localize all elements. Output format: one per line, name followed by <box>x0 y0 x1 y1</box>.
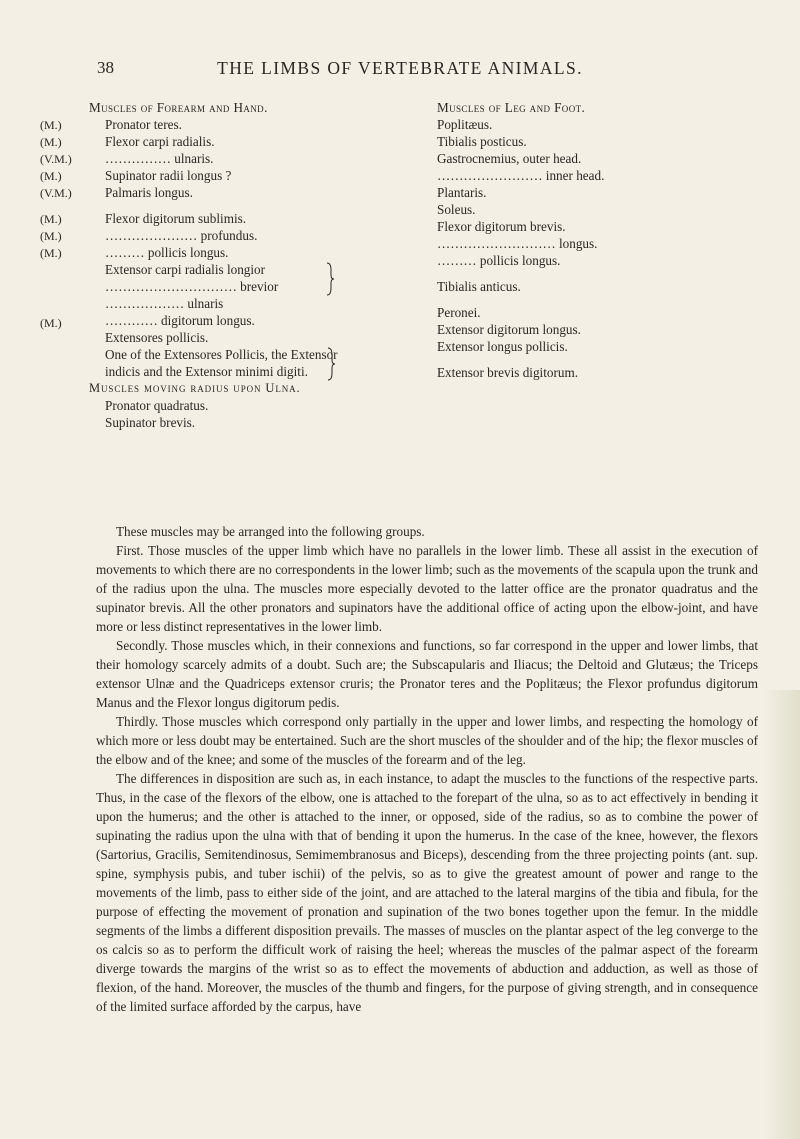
margin-label: (V.M.) <box>40 186 72 200</box>
column-heading: Muscles of Leg and Foot. <box>437 100 586 115</box>
margin-label: (M.) <box>40 118 62 132</box>
muscle-line: Flexor digitorum brevis. <box>437 219 566 234</box>
muscle-line: Poplitæus. <box>437 117 493 132</box>
muscle-line: Soleus. <box>437 202 476 217</box>
muscle-line: Tibialis posticus. <box>437 134 527 149</box>
leg-foot-column <box>437 99 767 381</box>
muscle-line: …………… ulnaris. <box>105 151 214 166</box>
paragraph: Thirdly. Those muscles which correspond only partially in the upper and lower limbs, and respecting the homology of which more or less doubt may be entertained. Such are the short muscles of the shoulder and of the hip; the flexor muscles of the elbow and of the knee; and some of the muscles of the forearm and of the leg. <box>96 714 758 767</box>
muscle-line: One of the Extensores Pollicis, the Extensor <box>105 347 338 362</box>
column-heading: Muscles of Forearm and Hand. <box>89 100 268 115</box>
margin-label: (M.) <box>40 212 62 226</box>
page-edge-shading <box>764 690 800 1139</box>
muscle-line: Pronator teres. <box>105 117 182 132</box>
muscle-line: Supinator brevis. <box>105 415 196 430</box>
muscle-line: ………………… profundus. <box>105 228 258 243</box>
margin-label: (M.) <box>40 135 62 149</box>
muscle-line: indicis and the Extensor minimi digiti. <box>105 364 308 379</box>
running-title: THE LIMBS OF VERTEBRATE ANIMALS. <box>217 58 583 78</box>
muscle-line: Pronator quadratus. <box>105 398 209 413</box>
muscle-line: ……………………… longus. <box>437 236 598 251</box>
paragraph: Secondly. Those muscles which, in their connexions and functions, so far correspond in the upper and lower limbs, that their homology scarcely admits of a doubt. Such are; the Subscapularis and Iliacus; the Deltoid and Glutæus; the Triceps extensor Ulnæ and the Quadriceps extensor cruris; the Pronator teres and the Poplitæus; the Flexor profundus digitorum Manus and the Flexor longus digitorum pedis. <box>96 638 758 710</box>
muscle-line: Tibialis anticus. <box>437 279 521 294</box>
margin-label: (M.) <box>40 246 62 260</box>
muscle-line: Extensor longus pollicis. <box>437 339 568 354</box>
muscle-line: ………… digitorum longus. <box>105 313 255 328</box>
muscle-line: Plantaris. <box>437 185 487 200</box>
margin-label: (M.) <box>40 229 62 243</box>
muscle-line: ……………… ulnaris <box>105 296 224 311</box>
muscle-line: ………………………… brevior <box>105 279 279 294</box>
margin-label: (M.) <box>40 169 62 183</box>
muscle-line: Extensor brevis digitorum. <box>437 365 579 380</box>
brace-icon <box>326 347 336 381</box>
paragraph: The differences in disposition are such as, in each instance, to adapt the muscles to the functions of the respective parts. Thus, in the case of the flexors of the elbow, one is attached to the forepart of the ulna, so as to act effectively in bending it upon the humerus; and the other is attached to the inner, or opposed, side of the radius, so as to combine the power of supinating the radius upon the ulna with that of bending it upon the humerus. In the case of the knee, however, the flexors (Sartorius, Gracilis, Semitendinosus, Semimembranosus and Biceps), descending from the three projecting points (ant. sup. spine, symphysis pubis, and tuber ischii) of the pelvis, so as to give the greatest amount of power and range to the movements of the limb, pass to either side of the joint, and are attached to the lateral margins of the tibia and fibula, for the purpose of effecting the movement of pronation and supination of the two bones together upon the femur. In the middle segments of the limbs a different disposition prevails. The masses of muscles on the plantar aspect of the leg converge to the os calcis so as to perform the difficult work of raising the heel; whereas the muscles of the palmar aspect of the forearm diverge towards the margins of the wrist so as to effect the movements of abduction and adduction, as well as those of flexion, of the hand. Moreover, the muscles of the thumb and fingers, for the purpose of giving strength, and in consequence of the limited surface afforded by the carpus, have <box>96 771 758 1014</box>
page-number: 38 <box>97 58 114 77</box>
muscle-line: Flexor carpi radialis. <box>105 134 215 149</box>
subheading: Muscles moving radius upon Ulna. <box>89 381 301 395</box>
muscle-line: ……… pollicis longus. <box>437 253 561 268</box>
muscle-line: Extensores pollicis. <box>105 330 209 345</box>
muscle-line: Extensor carpi radialis longior <box>105 262 266 277</box>
muscle-line: …………………… inner head. <box>437 168 605 183</box>
margin-label: (M.) <box>40 316 62 330</box>
brace-icon <box>325 262 335 296</box>
muscle-line: Palmaris longus. <box>105 185 193 200</box>
muscle-line: ……… pollicis longus. <box>105 245 229 260</box>
forearm-hand-column <box>89 99 419 431</box>
muscle-line: Gastrocnemius, outer head. <box>437 151 582 166</box>
paragraph: These muscles may be arranged into the following groups. <box>116 524 425 539</box>
muscle-line: Extensor digitorum longus. <box>437 322 581 337</box>
paragraph: First. Those muscles of the upper limb which have no parallels in the lower limb. These all assist in the execution of movements to which there are no correspondents in the lower limb; such as the movements of the scapula upon the trunk and of the radius upon the ulna. The muscles more especially devoted to the latter office are the pronator quadratus and the supinator brevis. All the other pronators and supinators have the additional office of acting upon the elbow-joint, and have more or less distinct representatives in the lower limb. <box>96 543 758 634</box>
margin-label: (V.M.) <box>40 152 72 166</box>
muscle-line: Peronei. <box>437 305 481 320</box>
body-text <box>96 522 758 1016</box>
muscle-line: Flexor digitorum sublimis. <box>105 211 247 226</box>
page-header <box>0 58 800 82</box>
muscle-line: Supinator radii longus ? <box>105 168 232 183</box>
